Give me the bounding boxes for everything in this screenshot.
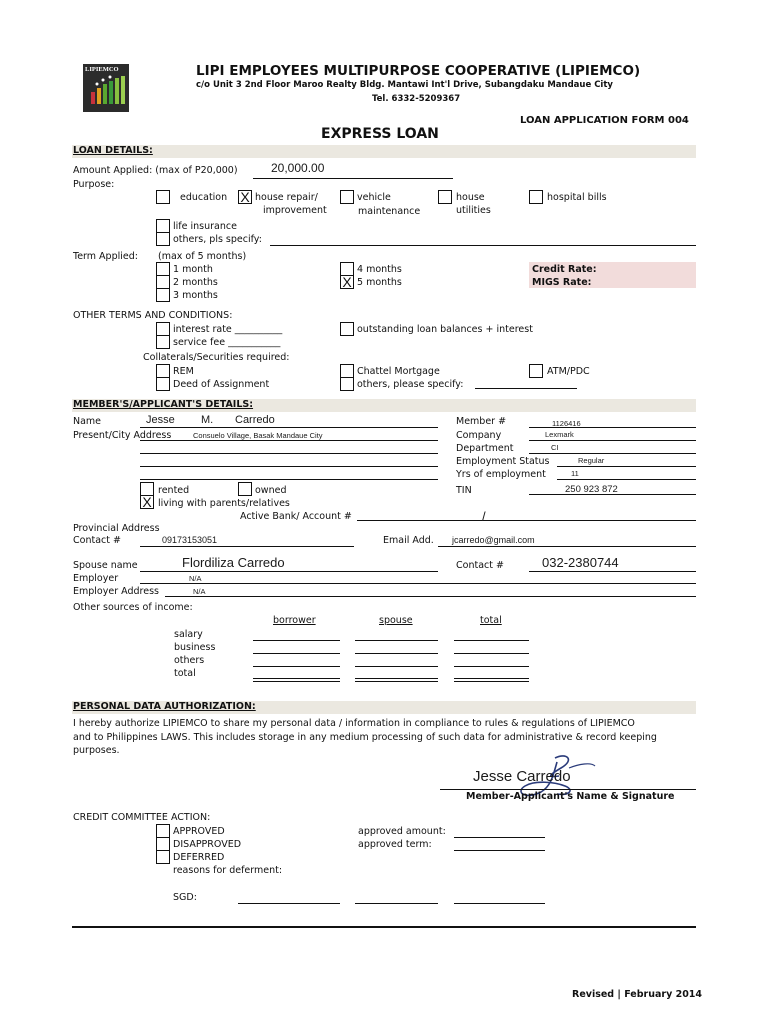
amount-value[interactable]: 20,000.00: [271, 161, 325, 175]
checkbox-living-with-parents[interactable]: X: [140, 495, 154, 509]
member-no-label: Member #: [456, 416, 507, 427]
company[interactable]: Lexmark: [545, 430, 574, 439]
spouse-contact[interactable]: 032-2380744: [542, 555, 619, 570]
spouse-name[interactable]: Flordiliza Carredo: [182, 555, 285, 570]
company-label: Company: [456, 430, 502, 441]
checkbox-3-months[interactable]: [156, 288, 170, 302]
checkbox-chattel[interactable]: [340, 364, 354, 378]
first-name[interactable]: Jesse: [146, 414, 175, 426]
income-row-total: total: [174, 668, 196, 679]
label-others: others, pls specify:: [173, 234, 262, 245]
label-house-repair: house repair/: [255, 192, 318, 203]
label-5-months: 5 months: [357, 277, 402, 288]
checkbox-rem[interactable]: [156, 364, 170, 378]
bank-label: Active Bank/ Account #: [240, 511, 352, 522]
income-row-business: business: [174, 642, 216, 653]
label-house-repair-2: improvement: [263, 205, 327, 216]
address-value[interactable]: Consuelo Village, Basak Mandaue City: [193, 431, 323, 440]
emp-status-label: Employment Status: [456, 456, 550, 467]
yrs[interactable]: 11: [571, 469, 579, 478]
checkbox-others-collateral[interactable]: [340, 377, 354, 391]
contact-label: Contact #: [73, 535, 121, 546]
label-atm: ATM/PDC: [547, 366, 590, 377]
label-house-utilities-2: utilities: [456, 205, 491, 216]
member-no[interactable]: 1126416: [552, 419, 581, 428]
approved-term-field[interactable]: [454, 850, 545, 851]
employer-addr[interactable]: N/A: [193, 587, 206, 596]
org-address: c/o Unit 3 2nd Floor Maroo Realty Bldg. Mantawi Int'l Drive, Subangdaku Mandaue City: [196, 80, 613, 90]
revised-footer: Revised | February 2014: [572, 989, 703, 1000]
checkbox-education[interactable]: [156, 190, 170, 204]
sgd-label: SGD:: [173, 892, 197, 903]
checkbox-house-utilities[interactable]: [438, 190, 452, 204]
last-name[interactable]: Carredo: [235, 414, 275, 426]
label-chattel: Chattel Mortgage: [357, 366, 440, 377]
income-label: Other sources of income:: [73, 602, 193, 613]
signer-name: Jesse Carredo: [473, 768, 571, 785]
label-service-fee: service fee ___________: [173, 337, 281, 348]
other-terms-label: OTHER TERMS AND CONDITIONS:: [73, 310, 233, 321]
checkbox-deed[interactable]: [156, 377, 170, 391]
checkbox-owned[interactable]: [238, 482, 252, 496]
label-education: education: [180, 192, 228, 203]
approved-amount-field[interactable]: [454, 837, 545, 838]
provincial-label: Provincial Address: [73, 523, 160, 534]
term-label: Term Applied:: [73, 251, 138, 262]
emp-status[interactable]: Regular: [578, 456, 605, 465]
bank-field[interactable]: [357, 520, 696, 521]
form-number: LOAN APPLICATION FORM 004: [520, 115, 689, 126]
section-loan-details: LOAN DETAILS:: [72, 145, 696, 158]
label-2-months: 2 months: [173, 277, 218, 288]
auth-line-3: purposes.: [73, 745, 120, 756]
label-4-months: 4 months: [357, 264, 402, 275]
logo-text: LIPIEMCO: [85, 66, 119, 73]
checkbox-hospital-bills[interactable]: [529, 190, 543, 204]
label-vehicle: vehicle: [357, 192, 391, 203]
label-rem: REM: [173, 366, 194, 377]
collaterals-label: Collaterals/Securities required:: [143, 352, 290, 363]
others-field[interactable]: [270, 245, 696, 246]
income-row-others: others: [174, 655, 205, 666]
checkbox-deferred[interactable]: [156, 850, 170, 864]
yrs-label: Yrs of employment: [456, 469, 546, 480]
auth-line-1: I hereby authorize LIPIEMCO to share my personal data / information in compliance to rules & regulations of LIPIEMCO: [73, 718, 635, 729]
label-1-month: 1 month: [173, 264, 213, 275]
name-label: Name: [73, 416, 102, 427]
contact[interactable]: 09173153051: [162, 535, 218, 545]
signature-caption: Member-Applicant's Name & Signature: [466, 791, 675, 802]
label-rented: rented: [158, 485, 190, 496]
section-authorization: PERSONAL DATA AUTHORIZATION:: [72, 701, 696, 714]
label-disapproved: DISAPPROVED: [173, 839, 242, 850]
migs-rate-label: MIGS Rate:: [532, 277, 592, 288]
bank-slash: /: [482, 509, 486, 524]
checkbox-5-months[interactable]: X: [340, 275, 354, 289]
label-deed: Deed of Assignment: [173, 379, 270, 390]
employer[interactable]: N/A: [189, 574, 202, 583]
form-title: EXPRESS LOAN: [321, 126, 439, 142]
spouse-contact-label: Contact #: [456, 560, 504, 571]
department[interactable]: CI: [551, 443, 559, 452]
checkbox-house-repair[interactable]: X: [238, 190, 252, 204]
email-label: Email Add.: [383, 535, 434, 546]
term-max: (max of 5 months): [158, 251, 247, 262]
label-house-utilities: house: [456, 192, 485, 203]
label-vehicle-2: maintenance: [358, 206, 421, 217]
label-others-collateral: others, please specify:: [357, 379, 464, 390]
checkbox-service-fee[interactable]: [156, 335, 170, 349]
label-reasons: reasons for deferment:: [173, 865, 283, 876]
checkbox-approved[interactable]: [156, 824, 170, 838]
checkbox-disapproved[interactable]: [156, 837, 170, 851]
checkbox-life-insurance[interactable]: [156, 219, 170, 233]
label-3-months: 3 months: [173, 290, 218, 301]
label-life-insurance: life insurance: [173, 221, 237, 232]
checkbox-interest-rate[interactable]: [156, 322, 170, 336]
bottom-rule: [72, 926, 696, 928]
purpose-label: Purpose:: [73, 179, 115, 190]
checkbox-1-month[interactable]: [156, 262, 170, 276]
checkbox-others[interactable]: [156, 232, 170, 246]
label-hospital-bills: hospital bills: [547, 192, 607, 203]
amount-label: Amount Applied: (max of P20,000): [73, 165, 238, 176]
spouse-label: Spouse name: [73, 560, 138, 571]
section-member-details: MEMBER'S/APPLICANT'S DETAILS:: [72, 399, 696, 412]
label-owned: owned: [255, 485, 287, 496]
checkbox-atm[interactable]: [529, 364, 543, 378]
approved-amount-label: approved amount:: [358, 826, 446, 837]
label-approved: APPROVED: [173, 826, 225, 837]
income-col-spouse: spouse: [379, 615, 413, 626]
tin-label: TIN: [456, 485, 472, 496]
address-label: Present/City Address: [73, 430, 172, 441]
org-logo: [83, 64, 129, 112]
checkbox-2-months[interactable]: [156, 275, 170, 289]
approved-term-label: approved term:: [358, 839, 432, 850]
tin[interactable]: 250 923 872: [565, 484, 618, 495]
credit-rate-label: Credit Rate:: [532, 264, 597, 275]
label-living-with-parents: living with parents/relatives: [158, 498, 290, 509]
income-col-borrower: borrower: [273, 615, 316, 626]
income-col-total: total: [480, 615, 502, 626]
org-name: LIPI EMPLOYEES MULTIPURPOSE COOPERATIVE (LIPIEMCO): [196, 63, 641, 79]
employer-addr-label: Employer Address: [73, 586, 159, 597]
checkbox-vehicle[interactable]: [340, 190, 354, 204]
label-outstanding: outstanding loan balances + interest: [357, 324, 533, 335]
committee-label: CREDIT COMMITTEE ACTION:: [73, 812, 211, 823]
logo-bars-icon: [83, 64, 129, 112]
checkbox-outstanding[interactable]: [340, 322, 354, 336]
label-interest-rate: interest rate __________: [173, 324, 283, 335]
label-deferred: DEFERRED: [173, 852, 225, 863]
department-label: Department: [456, 443, 514, 454]
income-row-salary: salary: [174, 629, 203, 640]
org-tel: Tel. 6332-5209367: [372, 94, 461, 104]
employer-label: Employer: [73, 573, 119, 584]
email[interactable]: jcarredo@gmail.com: [452, 535, 535, 545]
auth-line-2: and to Philippines LAWS. This includes storage in any medium processing of such data for administrative & record keeping: [73, 732, 657, 743]
others-collateral-field[interactable]: [475, 388, 577, 389]
middle-name[interactable]: M.: [201, 414, 214, 426]
